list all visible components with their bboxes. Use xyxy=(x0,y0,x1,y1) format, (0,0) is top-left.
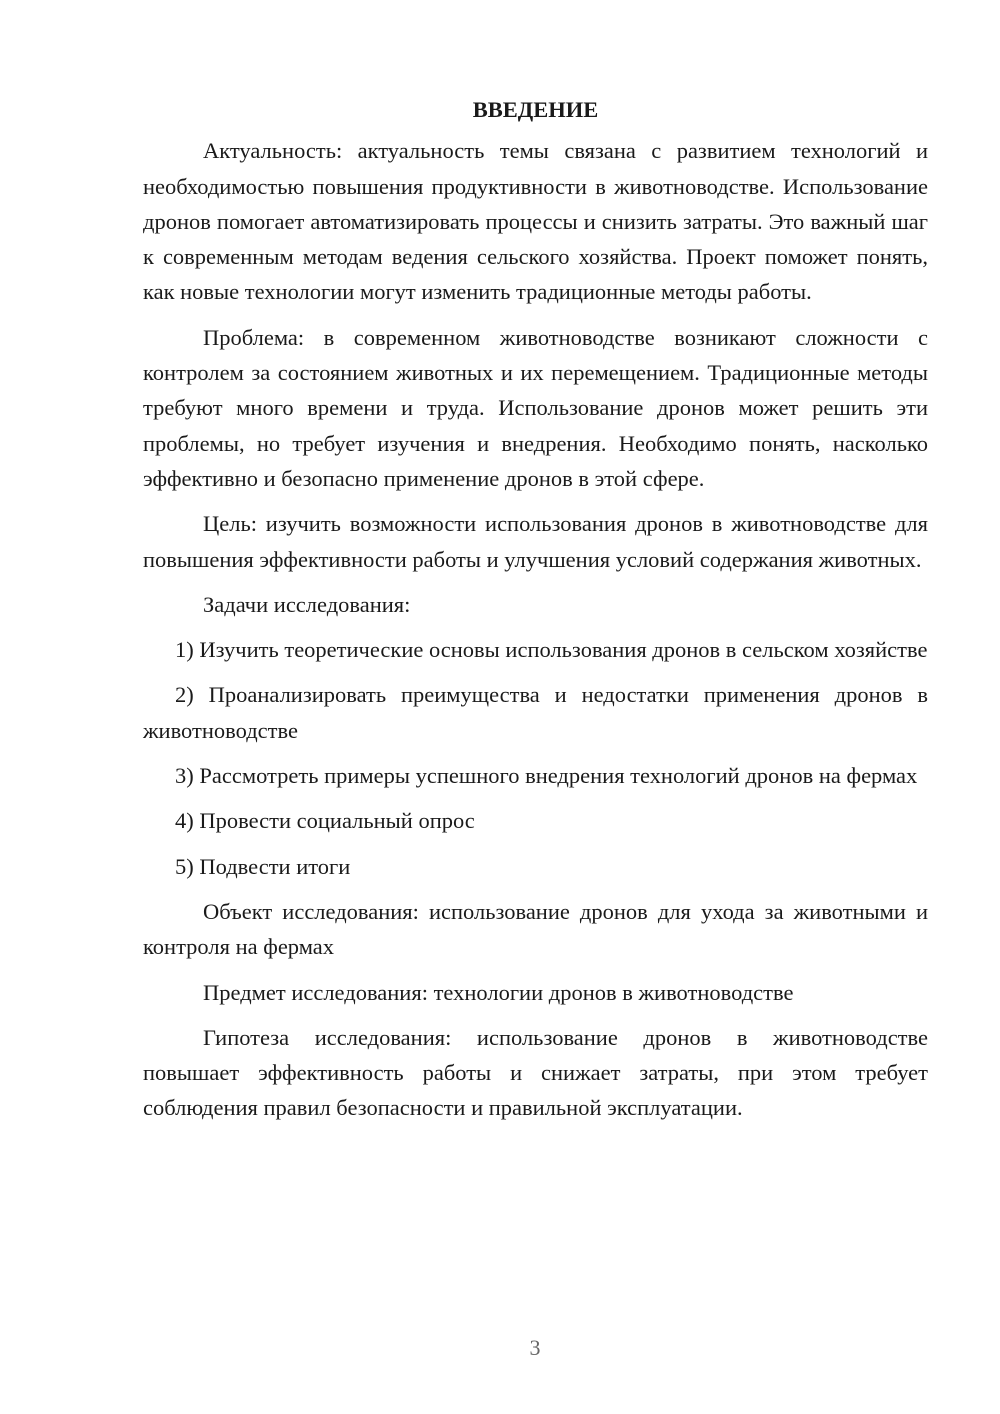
document-page xyxy=(143,92,928,1136)
paragraph-subject: Предмет исследования: технологии дронов в животноводстве xyxy=(203,979,794,1005)
paragraph-hypothesis: Гипотеза исследования: использование дронов в животноводстве повышает эффективность работы и снижает затраты, при этом требует соблюдения правил безопасности и правильной эксплуатации. xyxy=(143,1024,928,1121)
paragraph-problem: Проблема: в современном животноводстве возникают сложности с контролем за состоянием животных и их перемещением. Традиционные методы требуют много времени и труда. Использование дронов может решить эти проблемы, но требует изучения и внедрения. Необходимо понять, насколько эффективно и безопасно применение дронов в этой сфере. xyxy=(143,324,928,491)
paragraph-object: Объект исследования: использование дронов для ухода за животными и контроля на фермах xyxy=(143,898,928,960)
task-item: 3) Рассмотреть примеры успешного внедрения технологий дронов на фермах xyxy=(175,763,918,789)
task-item: 4) Провести социальный опрос xyxy=(175,808,475,834)
task-item: 1) Изучить теоретические основы использования дронов в сельском хозяйстве xyxy=(175,637,928,663)
tasks-label: Задачи исследования: xyxy=(203,591,411,617)
paragraph-relevance: Актуальность: актуальность темы связана с развитием технологий и необходимостью повышения продуктивности в животноводстве. Использование дронов помогает автоматизировать процессы и снизить затраты. Это важный шаг к современным методам ведения сельского хозяйства. Проект поможет понять, как новые технологии могут изменить традиционные методы работы. xyxy=(143,138,928,305)
task-item: 2) Проанализировать преимущества и недостатки применения дронов в животноводстве xyxy=(143,682,928,743)
page-title: ВВЕДЕНИЕ xyxy=(472,97,599,122)
task-item: 5) Подвести итоги xyxy=(175,853,351,879)
page-number: 3 xyxy=(529,1335,541,1360)
paragraph-goal: Цель: изучить возможности использования дронов в животноводстве для повышения эффективности работы и улучшения условий содержания животных. xyxy=(143,511,928,572)
